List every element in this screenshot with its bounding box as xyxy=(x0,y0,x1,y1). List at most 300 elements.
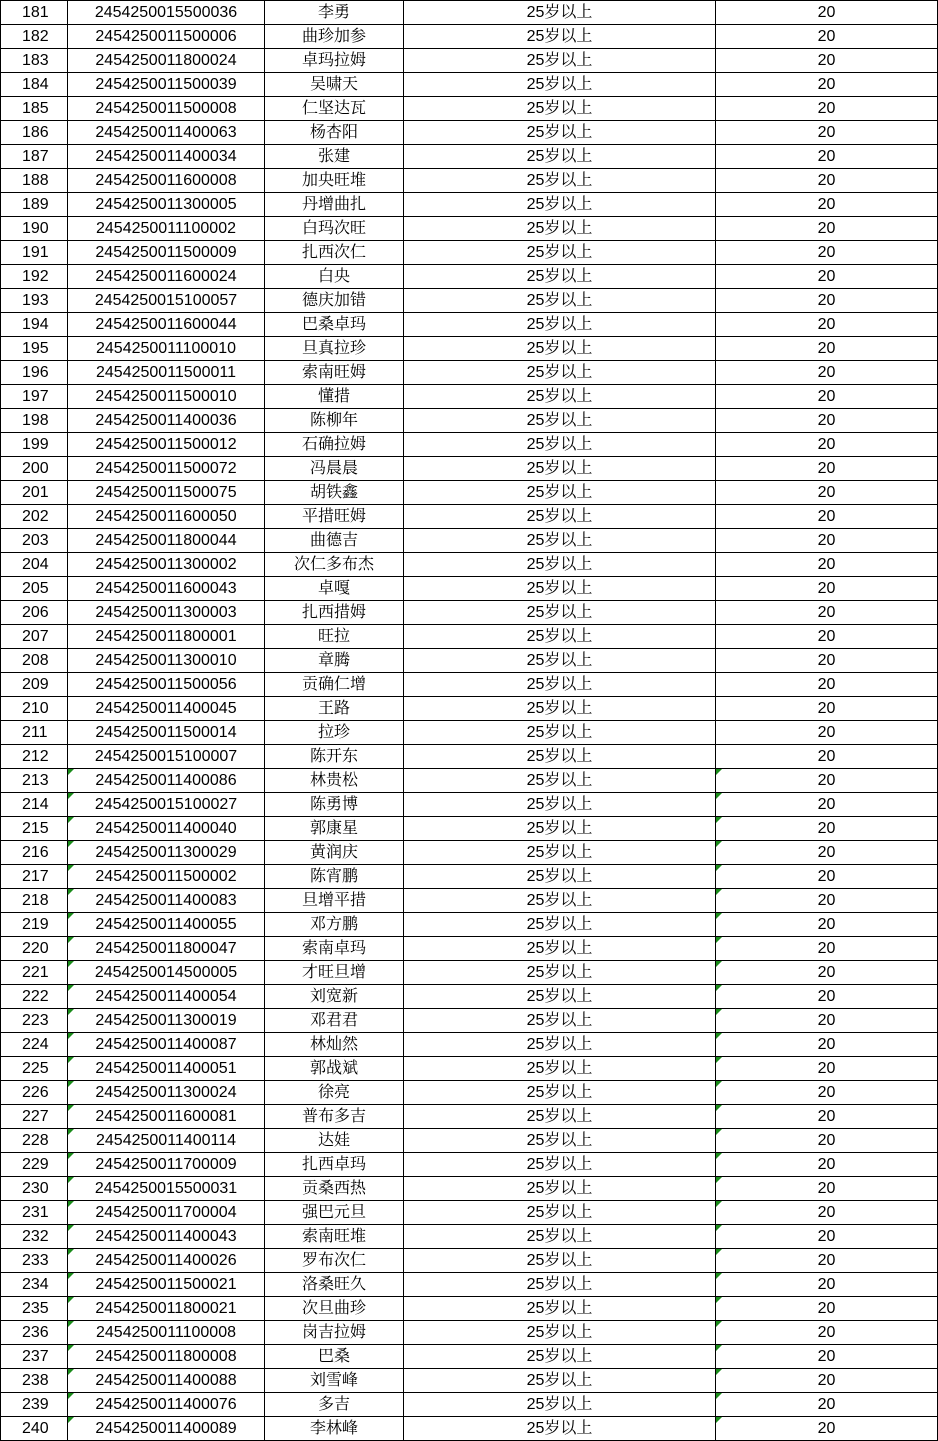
age-group-cell: 25岁以上 xyxy=(404,169,716,193)
name-cell: 扎西卓玛 xyxy=(265,1153,404,1177)
age-group-cell: 25岁以上 xyxy=(404,337,716,361)
age-group-cell: 25岁以上 xyxy=(404,1417,716,1441)
table-row xyxy=(1,817,938,841)
score-cell: 20 xyxy=(716,145,938,169)
table-row xyxy=(1,985,938,1009)
table-row xyxy=(1,337,938,361)
age-group-cell: 25岁以上 xyxy=(404,1393,716,1417)
table-row xyxy=(1,121,938,145)
score-cell: 20 xyxy=(716,769,938,793)
exam-id-cell: 2454250011400051 xyxy=(68,1057,265,1081)
name-cell: 德庆加错 xyxy=(265,289,404,313)
exam-id-cell: 2454250011500075 xyxy=(68,481,265,505)
row-number-cell: 188 xyxy=(1,169,68,193)
exam-id-cell: 2454250011500010 xyxy=(68,385,265,409)
score-cell: 20 xyxy=(716,1033,938,1057)
table-row xyxy=(1,889,938,913)
score-cell: 20 xyxy=(716,73,938,97)
name-cell: 冯晨晨 xyxy=(265,457,404,481)
age-group-cell: 25岁以上 xyxy=(404,1081,716,1105)
row-number-cell: 232 xyxy=(1,1225,68,1249)
name-cell: 李林峰 xyxy=(265,1417,404,1441)
table-row xyxy=(1,745,938,769)
exam-id-cell: 2454250011100010 xyxy=(68,337,265,361)
name-cell: 杨杏阳 xyxy=(265,121,404,145)
age-group-cell: 25岁以上 xyxy=(404,913,716,937)
table-row xyxy=(1,265,938,289)
table-row xyxy=(1,1129,938,1153)
score-cell: 20 xyxy=(716,433,938,457)
row-number-cell: 225 xyxy=(1,1057,68,1081)
score-cell: 20 xyxy=(716,97,938,121)
exam-id-cell: 2454250011300024 xyxy=(68,1081,265,1105)
exam-id-cell: 2454250011600008 xyxy=(68,169,265,193)
age-group-cell: 25岁以上 xyxy=(404,25,716,49)
name-cell: 刘宽新 xyxy=(265,985,404,1009)
name-cell: 才旺旦增 xyxy=(265,961,404,985)
name-cell: 曲珍加参 xyxy=(265,25,404,49)
table-row xyxy=(1,409,938,433)
age-group-cell: 25岁以上 xyxy=(404,1273,716,1297)
row-number-cell: 226 xyxy=(1,1081,68,1105)
exam-id-cell: 2454250011300029 xyxy=(68,841,265,865)
exam-id-cell: 2454250015100007 xyxy=(68,745,265,769)
table-row xyxy=(1,865,938,889)
score-cell: 20 xyxy=(716,217,938,241)
row-number-cell: 231 xyxy=(1,1201,68,1225)
age-group-cell: 25岁以上 xyxy=(404,1057,716,1081)
name-cell: 岗吉拉姆 xyxy=(265,1321,404,1345)
row-number-cell: 184 xyxy=(1,73,68,97)
row-number-cell: 233 xyxy=(1,1249,68,1273)
table-row xyxy=(1,961,938,985)
age-group-cell: 25岁以上 xyxy=(404,505,716,529)
score-cell: 20 xyxy=(716,577,938,601)
age-group-cell: 25岁以上 xyxy=(404,1297,716,1321)
table-row xyxy=(1,313,938,337)
table-row xyxy=(1,1345,938,1369)
exam-id-cell: 2454250015100027 xyxy=(68,793,265,817)
name-cell: 白央 xyxy=(265,265,404,289)
exam-id-cell: 2454250015500036 xyxy=(68,1,265,25)
score-cell: 20 xyxy=(716,913,938,937)
table-row xyxy=(1,1177,938,1201)
score-cell: 20 xyxy=(716,1,938,25)
exam-id-cell: 2454250015100057 xyxy=(68,289,265,313)
table-row xyxy=(1,649,938,673)
age-group-cell: 25岁以上 xyxy=(404,529,716,553)
name-cell: 多吉 xyxy=(265,1393,404,1417)
score-cell: 20 xyxy=(716,1297,938,1321)
row-number-cell: 191 xyxy=(1,241,68,265)
name-cell: 次旦曲珍 xyxy=(265,1297,404,1321)
name-cell: 陈开东 xyxy=(265,745,404,769)
score-cell: 20 xyxy=(716,481,938,505)
table-row xyxy=(1,625,938,649)
exam-id-cell: 2454250011300019 xyxy=(68,1009,265,1033)
exam-id-cell: 2454250011600024 xyxy=(68,265,265,289)
exam-id-cell: 2454250011500009 xyxy=(68,241,265,265)
name-cell: 罗布次仁 xyxy=(265,1249,404,1273)
row-number-cell: 240 xyxy=(1,1417,68,1441)
name-cell: 黄润庆 xyxy=(265,841,404,865)
table-row xyxy=(1,481,938,505)
name-cell: 卓嘎 xyxy=(265,577,404,601)
exam-id-cell: 2454250011500072 xyxy=(68,457,265,481)
table-row xyxy=(1,1033,938,1057)
exam-id-cell: 2454250011300005 xyxy=(68,193,265,217)
row-number-cell: 210 xyxy=(1,697,68,721)
exam-id-cell: 2454250011700004 xyxy=(68,1201,265,1225)
name-cell: 贡桑西热 xyxy=(265,1177,404,1201)
name-cell: 林灿然 xyxy=(265,1033,404,1057)
row-number-cell: 222 xyxy=(1,985,68,1009)
table-row xyxy=(1,385,938,409)
age-group-cell: 25岁以上 xyxy=(404,961,716,985)
age-group-cell: 25岁以上 xyxy=(404,457,716,481)
table-row xyxy=(1,841,938,865)
name-cell: 索南旺姆 xyxy=(265,361,404,385)
score-cell: 20 xyxy=(716,553,938,577)
age-group-cell: 25岁以上 xyxy=(404,73,716,97)
name-cell: 索南旺堆 xyxy=(265,1225,404,1249)
row-number-cell: 195 xyxy=(1,337,68,361)
exam-id-cell: 2454250011400045 xyxy=(68,697,265,721)
table-row xyxy=(1,1249,938,1273)
score-cell: 20 xyxy=(716,361,938,385)
name-cell: 洛桑旺久 xyxy=(265,1273,404,1297)
name-cell: 胡铁鑫 xyxy=(265,481,404,505)
exam-id-cell: 2454250011300010 xyxy=(68,649,265,673)
age-group-cell: 25岁以上 xyxy=(404,793,716,817)
row-number-cell: 207 xyxy=(1,625,68,649)
name-cell: 旦增平措 xyxy=(265,889,404,913)
exam-id-cell: 2454250011400087 xyxy=(68,1033,265,1057)
score-cell: 20 xyxy=(716,1177,938,1201)
name-cell: 拉珍 xyxy=(265,721,404,745)
exam-id-cell: 2454250011500008 xyxy=(68,97,265,121)
exam-id-cell: 2454250011600044 xyxy=(68,313,265,337)
score-cell: 20 xyxy=(716,841,938,865)
score-cell: 20 xyxy=(716,1225,938,1249)
row-number-cell: 199 xyxy=(1,433,68,457)
age-group-cell: 25岁以上 xyxy=(404,649,716,673)
table-row xyxy=(1,769,938,793)
score-cell: 20 xyxy=(716,1057,938,1081)
name-cell: 章腾 xyxy=(265,649,404,673)
name-cell: 懂措 xyxy=(265,385,404,409)
age-group-cell: 25岁以上 xyxy=(404,1177,716,1201)
exam-id-cell: 2454250011300002 xyxy=(68,553,265,577)
row-number-cell: 203 xyxy=(1,529,68,553)
table-row xyxy=(1,73,938,97)
age-group-cell: 25岁以上 xyxy=(404,889,716,913)
table-row xyxy=(1,1369,938,1393)
score-cell: 20 xyxy=(716,1249,938,1273)
age-group-cell: 25岁以上 xyxy=(404,1,716,25)
score-cell: 20 xyxy=(716,1345,938,1369)
score-cell: 20 xyxy=(716,529,938,553)
name-cell: 张建 xyxy=(265,145,404,169)
age-group-cell: 25岁以上 xyxy=(404,361,716,385)
score-cell: 20 xyxy=(716,385,938,409)
name-cell: 次仁多布杰 xyxy=(265,553,404,577)
name-cell: 白玛次旺 xyxy=(265,217,404,241)
row-number-cell: 227 xyxy=(1,1105,68,1129)
row-number-cell: 197 xyxy=(1,385,68,409)
table-row xyxy=(1,1,938,25)
row-number-cell: 216 xyxy=(1,841,68,865)
age-group-cell: 25岁以上 xyxy=(404,1153,716,1177)
name-cell: 吴啸天 xyxy=(265,73,404,97)
exam-id-cell: 2454250011400088 xyxy=(68,1369,265,1393)
row-number-cell: 236 xyxy=(1,1321,68,1345)
name-cell: 林贵松 xyxy=(265,769,404,793)
row-number-cell: 218 xyxy=(1,889,68,913)
row-number-cell: 238 xyxy=(1,1369,68,1393)
age-group-cell: 25岁以上 xyxy=(404,1129,716,1153)
name-cell: 李勇 xyxy=(265,1,404,25)
name-cell: 旦真拉珍 xyxy=(265,337,404,361)
score-cell: 20 xyxy=(716,193,938,217)
table-row xyxy=(1,937,938,961)
exam-id-cell: 2454250011400054 xyxy=(68,985,265,1009)
score-cell: 20 xyxy=(716,1273,938,1297)
row-number-cell: 202 xyxy=(1,505,68,529)
age-group-cell: 25岁以上 xyxy=(404,601,716,625)
row-number-cell: 230 xyxy=(1,1177,68,1201)
age-group-cell: 25岁以上 xyxy=(404,385,716,409)
age-group-cell: 25岁以上 xyxy=(404,121,716,145)
table-row xyxy=(1,289,938,313)
row-number-cell: 212 xyxy=(1,745,68,769)
name-cell: 邓方鹏 xyxy=(265,913,404,937)
score-cell: 20 xyxy=(716,1105,938,1129)
age-group-cell: 25岁以上 xyxy=(404,1369,716,1393)
row-number-cell: 208 xyxy=(1,649,68,673)
row-number-cell: 206 xyxy=(1,601,68,625)
name-cell: 加央旺堆 xyxy=(265,169,404,193)
exam-id-cell: 2454250011400089 xyxy=(68,1417,265,1441)
score-cell: 20 xyxy=(716,1009,938,1033)
table-row xyxy=(1,49,938,73)
exam-id-cell: 2454250011500002 xyxy=(68,865,265,889)
name-cell: 徐亮 xyxy=(265,1081,404,1105)
table-row xyxy=(1,673,938,697)
exam-id-cell: 2454250011500006 xyxy=(68,25,265,49)
age-group-cell: 25岁以上 xyxy=(404,145,716,169)
age-group-cell: 25岁以上 xyxy=(404,313,716,337)
row-number-cell: 200 xyxy=(1,457,68,481)
name-cell: 平措旺姆 xyxy=(265,505,404,529)
row-number-cell: 192 xyxy=(1,265,68,289)
exam-id-cell: 2454250011400040 xyxy=(68,817,265,841)
row-number-cell: 185 xyxy=(1,97,68,121)
age-group-cell: 25岁以上 xyxy=(404,1345,716,1369)
row-number-cell: 235 xyxy=(1,1297,68,1321)
table-body xyxy=(1,1,938,1441)
exam-id-cell: 2454250011400076 xyxy=(68,1393,265,1417)
score-cell: 20 xyxy=(716,865,938,889)
age-group-cell: 25岁以上 xyxy=(404,265,716,289)
row-number-cell: 215 xyxy=(1,817,68,841)
table-row xyxy=(1,241,938,265)
row-number-cell: 224 xyxy=(1,1033,68,1057)
row-number-cell: 194 xyxy=(1,313,68,337)
age-group-cell: 25岁以上 xyxy=(404,673,716,697)
table-row xyxy=(1,1297,938,1321)
age-group-cell: 25岁以上 xyxy=(404,553,716,577)
table-row xyxy=(1,577,938,601)
table-row xyxy=(1,25,938,49)
exam-id-cell: 2454250011400043 xyxy=(68,1225,265,1249)
table-row xyxy=(1,529,938,553)
score-cell: 20 xyxy=(716,1153,938,1177)
score-cell: 20 xyxy=(716,601,938,625)
score-cell: 20 xyxy=(716,673,938,697)
score-cell: 20 xyxy=(716,409,938,433)
score-cell: 20 xyxy=(716,889,938,913)
exam-id-cell: 2454250011500021 xyxy=(68,1273,265,1297)
row-number-cell: 183 xyxy=(1,49,68,73)
table-row xyxy=(1,553,938,577)
row-number-cell: 217 xyxy=(1,865,68,889)
exam-id-cell: 2454250011800008 xyxy=(68,1345,265,1369)
row-number-cell: 182 xyxy=(1,25,68,49)
score-cell: 20 xyxy=(716,649,938,673)
age-group-cell: 25岁以上 xyxy=(404,841,716,865)
row-number-cell: 201 xyxy=(1,481,68,505)
table-row xyxy=(1,361,938,385)
score-cell: 20 xyxy=(716,265,938,289)
score-cell: 20 xyxy=(716,1081,938,1105)
score-cell: 20 xyxy=(716,313,938,337)
name-cell: 达娃 xyxy=(265,1129,404,1153)
row-number-cell: 214 xyxy=(1,793,68,817)
name-cell: 索南卓玛 xyxy=(265,937,404,961)
exam-id-cell: 2454250011400036 xyxy=(68,409,265,433)
table-row xyxy=(1,433,938,457)
age-group-cell: 25岁以上 xyxy=(404,769,716,793)
table-row xyxy=(1,1105,938,1129)
name-cell: 王路 xyxy=(265,697,404,721)
score-cell: 20 xyxy=(716,1201,938,1225)
row-number-cell: 190 xyxy=(1,217,68,241)
age-group-cell: 25岁以上 xyxy=(404,97,716,121)
exam-id-cell: 2454250011800001 xyxy=(68,625,265,649)
score-cell: 20 xyxy=(716,121,938,145)
exam-id-cell: 2454250011400026 xyxy=(68,1249,265,1273)
exam-id-cell: 2454250011800024 xyxy=(68,49,265,73)
exam-id-cell: 2454250011400034 xyxy=(68,145,265,169)
exam-id-cell: 2454250011800044 xyxy=(68,529,265,553)
row-number-cell: 229 xyxy=(1,1153,68,1177)
table-row xyxy=(1,1081,938,1105)
age-group-cell: 25岁以上 xyxy=(404,1201,716,1225)
row-number-cell: 193 xyxy=(1,289,68,313)
row-number-cell: 237 xyxy=(1,1345,68,1369)
exam-id-cell: 2454250015500031 xyxy=(68,1177,265,1201)
table-row xyxy=(1,457,938,481)
score-cell: 20 xyxy=(716,1417,938,1441)
row-number-cell: 204 xyxy=(1,553,68,577)
row-number-cell: 239 xyxy=(1,1393,68,1417)
table-row xyxy=(1,193,938,217)
table-row xyxy=(1,1153,938,1177)
name-cell: 卓玛拉姆 xyxy=(265,49,404,73)
exam-id-cell: 2454250011400083 xyxy=(68,889,265,913)
row-number-cell: 189 xyxy=(1,193,68,217)
table-row xyxy=(1,721,938,745)
age-group-cell: 25岁以上 xyxy=(404,625,716,649)
age-group-cell: 25岁以上 xyxy=(404,193,716,217)
table-row xyxy=(1,1225,938,1249)
name-cell: 陈勇博 xyxy=(265,793,404,817)
exam-id-cell: 2454250011500014 xyxy=(68,721,265,745)
exam-id-cell: 2454250011400055 xyxy=(68,913,265,937)
row-number-cell: 219 xyxy=(1,913,68,937)
score-cell: 20 xyxy=(716,169,938,193)
name-cell: 石确拉姆 xyxy=(265,433,404,457)
exam-id-cell: 2454250011500039 xyxy=(68,73,265,97)
name-cell: 丹增曲扎 xyxy=(265,193,404,217)
table-row xyxy=(1,1009,938,1033)
row-number-cell: 220 xyxy=(1,937,68,961)
row-number-cell: 221 xyxy=(1,961,68,985)
table-row xyxy=(1,505,938,529)
age-group-cell: 25岁以上 xyxy=(404,577,716,601)
score-cell: 20 xyxy=(716,697,938,721)
exam-id-cell: 2454250011100008 xyxy=(68,1321,265,1345)
exam-id-cell: 2454250011400086 xyxy=(68,769,265,793)
exam-id-cell: 2454250011600081 xyxy=(68,1105,265,1129)
row-number-cell: 205 xyxy=(1,577,68,601)
name-cell: 旺拉 xyxy=(265,625,404,649)
age-group-cell: 25岁以上 xyxy=(404,241,716,265)
exam-id-cell: 2454250011600050 xyxy=(68,505,265,529)
exam-id-cell: 2454250011400114 xyxy=(68,1129,265,1153)
age-group-cell: 25岁以上 xyxy=(404,817,716,841)
score-cell: 20 xyxy=(716,25,938,49)
exam-id-cell: 2454250011500056 xyxy=(68,673,265,697)
age-group-cell: 25岁以上 xyxy=(404,1033,716,1057)
score-cell: 20 xyxy=(716,793,938,817)
age-group-cell: 25岁以上 xyxy=(404,865,716,889)
score-cell: 20 xyxy=(716,457,938,481)
row-number-cell: 187 xyxy=(1,145,68,169)
exam-id-cell: 2454250014500005 xyxy=(68,961,265,985)
score-cell: 20 xyxy=(716,817,938,841)
age-group-cell: 25岁以上 xyxy=(404,697,716,721)
age-group-cell: 25岁以上 xyxy=(404,745,716,769)
table-row xyxy=(1,97,938,121)
name-cell: 巴桑 xyxy=(265,1345,404,1369)
age-group-cell: 25岁以上 xyxy=(404,1249,716,1273)
exam-id-cell: 2454250011500011 xyxy=(68,361,265,385)
score-cell: 20 xyxy=(716,1321,938,1345)
row-number-cell: 186 xyxy=(1,121,68,145)
name-cell: 巴桑卓玛 xyxy=(265,313,404,337)
table-row xyxy=(1,169,938,193)
score-cell: 20 xyxy=(716,505,938,529)
name-cell: 扎西措姆 xyxy=(265,601,404,625)
table-row xyxy=(1,697,938,721)
exam-id-cell: 2454250011800021 xyxy=(68,1297,265,1321)
exam-id-cell: 2454250011500012 xyxy=(68,433,265,457)
score-cell: 20 xyxy=(716,961,938,985)
age-group-cell: 25岁以上 xyxy=(404,409,716,433)
name-cell: 郭康星 xyxy=(265,817,404,841)
